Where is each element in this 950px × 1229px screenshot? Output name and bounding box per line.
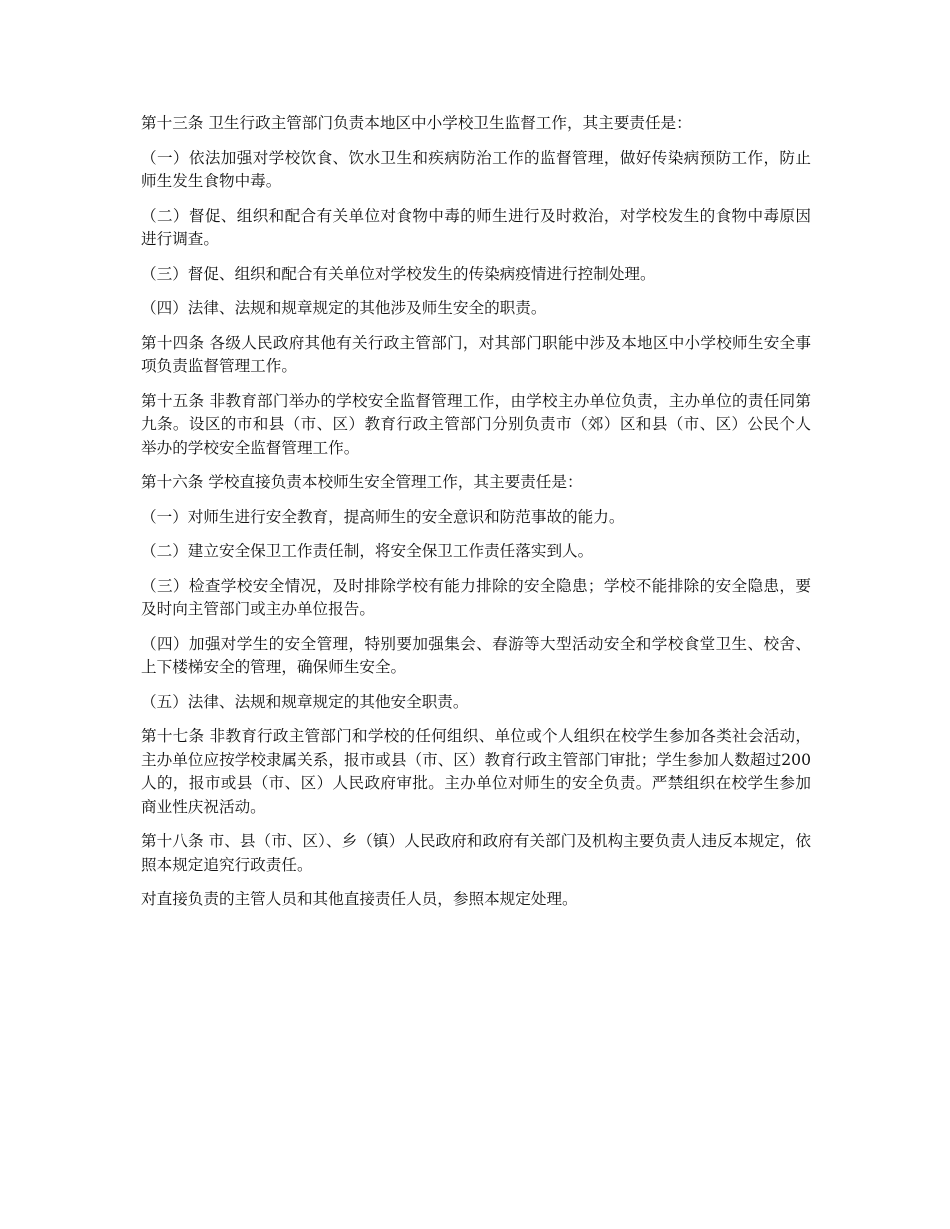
article-16-item-4: （四）加强对学生的安全管理，特别要加强集会、春游等大型活动安全和学校食堂卫生、校舍、上下楼梯安全的管理，确保师生安全。 <box>141 634 811 676</box>
article-16-heading: 第十六条 学校直接负责本校师生安全管理工作，其主要责任是： <box>141 473 583 491</box>
document-body <box>141 112 811 923</box>
article-18: 第十八条 市、县（市、区）、乡（镇）人民政府和政府有关部门及机构主要负责人违反本规定，依照本规定追究行政责任。 <box>141 832 811 874</box>
article-16-item-2: （二）建立安全保卫工作责任制，将安全保卫工作责任落实到人。 <box>141 542 594 560</box>
article-17: 第十七条 非教育行政主管部门和学校的任何组织、单位或个人组织在校学生参加各类社会活动，主办单位应按学校隶属关系，报市或县（市、区）教育行政主管部门审批；学生参加人数超过200人的，报市或县（市、区）人民政府审批。主办单位对师生的安全负责。严禁组织在校学生参加商业性庆祝活动。 <box>141 727 811 816</box>
article-16-item-5: （五）法律、法规和规章规定的其他安全职责。 <box>141 692 469 711</box>
article-14: 第十四条 各级人民政府其他有关行政主管部门，对其部门职能中涉及本地区中小学校师生安全事项负责监督管理工作。 <box>141 333 811 375</box>
article-16-item-3: （三）检查学校安全情况，及时排除学校有能力排除的安全隐患；学校不能排除的安全隐患，要及时向主管部门或主办单位报告。 <box>141 576 811 618</box>
article-13-item-4: （四）法律、法规和规章规定的其他涉及师生安全的职责。 <box>141 299 547 317</box>
article-13-item-1: （一）依法加强对学校饮食、饮水卫生和疾病防治工作的监督管理，做好传染病预防工作，防止师生发生食物中毒。 <box>141 148 811 190</box>
article-15: 第十五条 非教育部门举办的学校安全监督管理工作，由学校主办单位负责，主办单位的责任同第九条。设区的市和县（市、区）教育行政主管部门分别负责市（郊）区和县（市、区）公民个人举办的学校安全监督管理工作。 <box>141 391 811 457</box>
article-18-supplement: 对直接负责的主管人员和其他直接责任人员，参照本规定处理。 <box>141 890 578 908</box>
article-16-item-1: （一）对师生进行安全教育，提高师生的安全意识和防范事故的能力。 <box>141 507 625 526</box>
article-13-item-3: （三）督促、组织和配合有关单位对学校发生的传染病疫情进行控制处理。 <box>141 264 656 283</box>
article-13-item-2: （二）督促、组织和配合有关单位对食物中毒的师生进行及时救治，对学校发生的食物中毒原因进行调查。 <box>141 206 811 248</box>
article-13-heading: 第十三条 卫生行政主管部门负责本地区中小学校卫生监督工作，其主要责任是： <box>141 114 692 132</box>
